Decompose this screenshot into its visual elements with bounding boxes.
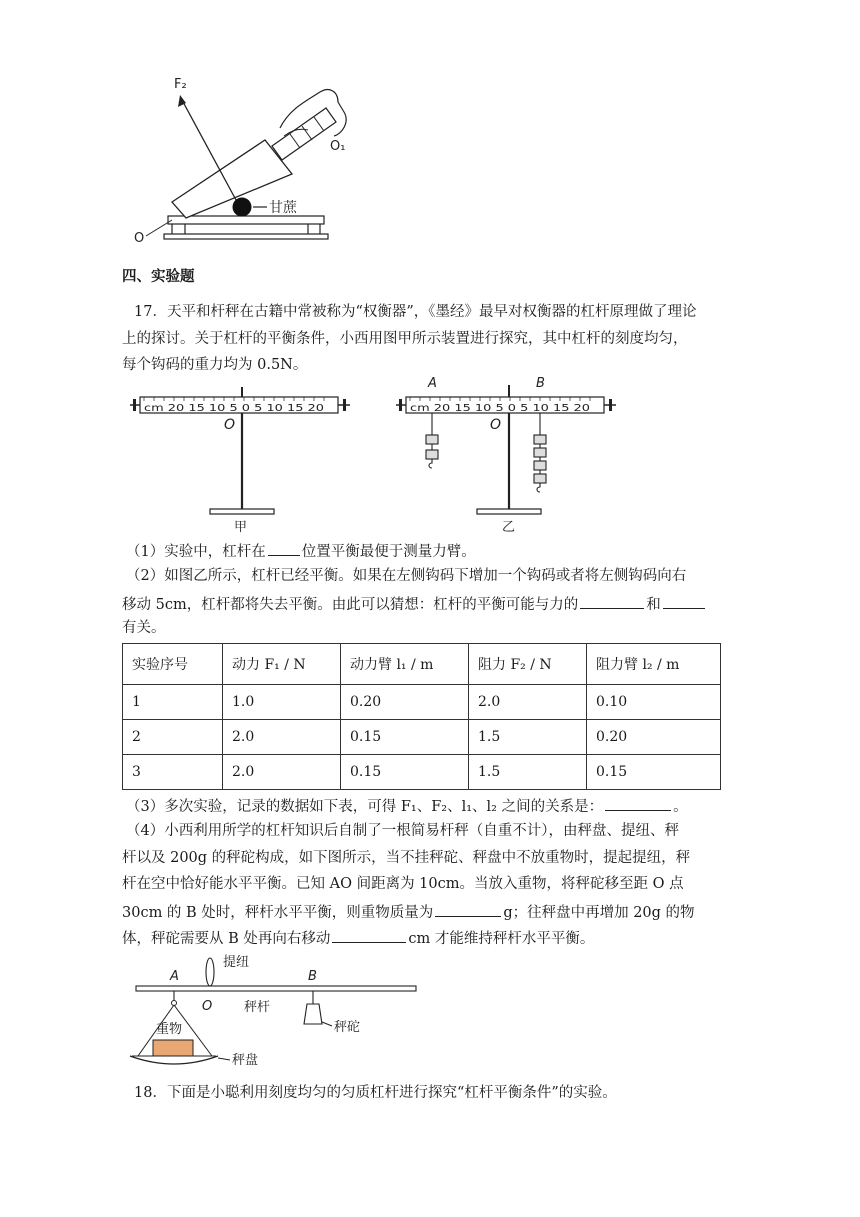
table-cell: 0.20 [341, 685, 469, 720]
caption-jia: 甲 [234, 520, 248, 535]
q17-p4-blank-1[interactable] [435, 901, 501, 917]
ruler-scale-jia: cm 20 15 10 5 0 5 10 15 20 [144, 403, 324, 414]
table-cell: 2.0 [223, 720, 341, 755]
pan-label: 秤盘 [232, 1053, 259, 1068]
table-cell: 1.5 [469, 755, 587, 790]
q17-p2-blank-1[interactable] [580, 593, 644, 609]
table-cell: 0.15 [341, 755, 469, 790]
section-heading: 四、实验题 [122, 268, 195, 285]
table-row [123, 685, 721, 720]
q17-p1-blank[interactable] [268, 540, 300, 556]
q17-p4-line4 [122, 901, 695, 923]
beam-label: 秤杆 [244, 1000, 271, 1015]
table-cell: 2.0 [223, 755, 341, 790]
lever-figure-yi [392, 373, 622, 535]
table-row [123, 755, 721, 790]
knife-lever-figure [130, 70, 370, 255]
table-row [123, 720, 721, 755]
q17-p4-line1: （4）小西利用所学的杠杆知识后自制了一根简易杆秤（自重不计），由秤盘、提纽、秤 [126, 823, 679, 839]
goods-label: 重物 [156, 1022, 183, 1037]
steelyard-figure [120, 950, 420, 1075]
table-header-cell: 动力 F₁ / N [223, 644, 341, 685]
table-cell: 3 [123, 755, 223, 790]
weights-at-b [534, 413, 546, 492]
q17-p2-line1: （2）如图乙所示，杠杆已经平衡。如果在左侧钩码下增加一个钩码或者将左侧钩码向右 [126, 568, 687, 584]
q17-p3-blank[interactable] [605, 795, 671, 811]
q17-p3-text-b: 。 [673, 799, 688, 815]
knob-label: 提纽 [223, 955, 250, 970]
counterweight-label: 秤砣 [334, 1020, 361, 1035]
steelyard-beam [136, 986, 416, 991]
table-cell: 1.0 [223, 685, 341, 720]
table-cell: 0.15 [587, 755, 721, 790]
table-cell: 0.10 [587, 685, 721, 720]
steelyard-b-label: B [308, 969, 317, 984]
steelyard-pan [130, 1056, 218, 1064]
q17-p3-text-a: （3）多次实验，记录的数据如下表，可得 F₁、F₂、l₁、l₂ 之间的关系是： [126, 799, 604, 815]
q18-line1: 18．下面是小聪利用刻度均匀的匀质杠杆进行探究“杠杆平衡条件”的实验。 [134, 1085, 617, 1101]
table-header-cell: 动力臂 l₁ / m [341, 644, 469, 685]
lever-base-jia [210, 509, 274, 514]
q17-p2-text-b: 和 [646, 597, 661, 613]
o-label: O [134, 231, 145, 246]
knife-handle [272, 108, 336, 160]
table-header-cell: 实验序号 [123, 644, 223, 685]
caption-yi: 乙 [502, 520, 516, 535]
q17-intro-line1: 17．天平和杆秤在古籍中常被称为“权衡器”，《墨经》最早对权衡器的杠杆原理做了理论 [134, 304, 697, 320]
counterweight [304, 1004, 322, 1024]
q17-p4-line2: 杆以及 200g 的秤砣构成，如下图所示，当不挂秤砣、秤盘中不放重物时，提起提纽，秤 [122, 850, 691, 866]
q17-p2-line3: 有关。 [122, 620, 166, 636]
lever-base-yi [477, 509, 541, 514]
q17-intro-line3: 每个钩码的重力均为 0.5N。 [122, 357, 308, 373]
table-cell: 2.0 [469, 685, 587, 720]
experiment-data-table [122, 643, 721, 790]
lever-figure-jia [126, 385, 356, 535]
steelyard-o-label: O [202, 999, 213, 1014]
table-cell: 0.20 [587, 720, 721, 755]
cutting-board [168, 216, 324, 224]
table-cell: 1 [123, 685, 223, 720]
q17-intro-line2: 上的探讨。关于杠杆的平衡条件，小西用图甲所示装置进行探究，其中杠杆的刻度均匀， [122, 331, 688, 347]
q17-p2-line2 [122, 593, 707, 615]
q17-p4-text-c: 体，秤砣需要从 B 处再向右移动 [122, 931, 331, 947]
sugarcane-circle [233, 198, 252, 217]
q17-p2-text-a: 移动 5cm，杠杆都将失去平衡。由此可以猜想：杠杆的平衡可能与力的 [122, 597, 579, 613]
q17-p4-text-b: g；往秤盘中再增加 20g 的物 [503, 905, 695, 921]
sugarcane-label: 甘蔗 [269, 200, 297, 216]
table-cell: 0.15 [341, 720, 469, 755]
q17-p4-line3: 杆在空中恰好能水平平衡。已知 AO 间距离为 10cm。当放入重物，将秤砣移至距 O 点 [122, 876, 684, 892]
goods-block [153, 1040, 193, 1056]
q17-p3 [126, 795, 688, 817]
q17-p4-line5 [122, 927, 594, 949]
q17-p1 [126, 540, 476, 562]
weights-at-a [426, 413, 438, 468]
q17-p4-text-d: cm 才能维持秤杆水平平衡。 [408, 931, 595, 947]
pivot-o-yi: O [490, 417, 502, 433]
o1-label: O₁ [330, 139, 346, 154]
q17-p4-text-a: 30cm 的 B 处时，秤杆水平平衡，则重物质量为 [122, 905, 434, 921]
q17-p4-blank-2[interactable] [332, 927, 406, 943]
table-header-cell: 阻力臂 l₂ / m [587, 644, 721, 685]
point-b-label: B [536, 376, 545, 391]
q17-p1-text-b: 位置平衡最便于测量力臂。 [301, 544, 476, 560]
table-cell: 1.5 [469, 720, 587, 755]
q17-p2-blank-2[interactable] [663, 593, 705, 609]
f2-label: F₂ [174, 77, 187, 92]
table-header-row [123, 644, 721, 685]
pivot-o-jia: O [224, 417, 236, 433]
lifting-knob [206, 958, 214, 986]
board-base [164, 234, 328, 239]
ruler-scale-yi: cm 20 15 10 5 0 5 10 15 20 [410, 403, 590, 414]
table-header-cell: 阻力 F₂ / N [469, 644, 587, 685]
point-a-label: A [428, 376, 437, 391]
q17-p1-text-a: （1）实验中，杠杆在 [126, 544, 266, 560]
steelyard-a-label: A [170, 969, 179, 984]
table-cell: 2 [123, 720, 223, 755]
